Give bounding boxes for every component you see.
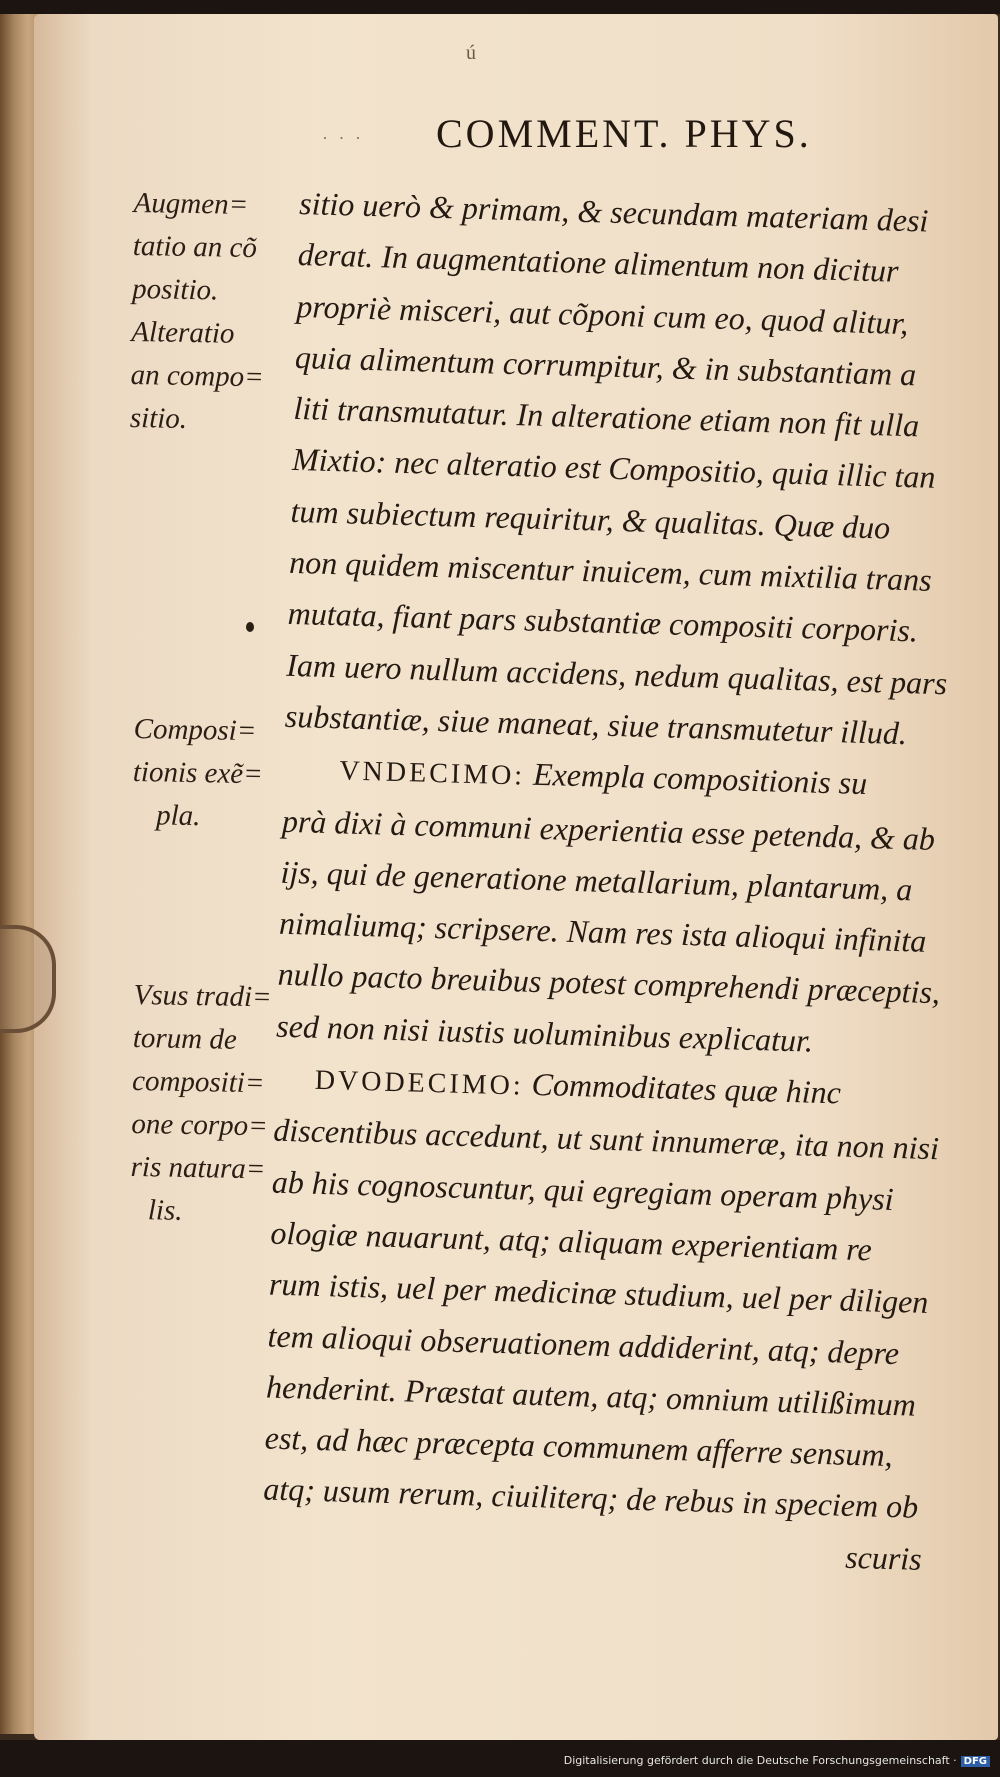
dfg-logo: DFG [961,1756,990,1767]
margin-note-line: Alteratio [131,315,235,350]
margin-note-line: an compo= [130,358,265,394]
ink-smudge: · · · [322,128,364,148]
margin-note-line: tatio an cõ [132,229,258,265]
text-line: ologiæ nauarunt, atq; aliquam experientiam re [270,1214,873,1268]
scan-top-border [0,0,1000,14]
text-line: ab his cognoscuntur, qui egregiam operam physi [271,1163,895,1217]
text-line: tem alioqui obseruationem addiderint, atq; depre [267,1317,900,1371]
margin-note-line: lis. [147,1194,183,1227]
text-line: non quidem miscentur inuicem, cum mixtilia trans [288,543,933,598]
paragraph-lead-undecimo: VNDECIMO: [339,755,526,792]
text-line: nimaliumq; scripsere. Nam res ista alioqui infinita [278,904,927,959]
credit-text: Digitalisierung gefördert durch die Deutsche Forschungsgemeinschaft · [563,1754,957,1767]
running-title: COMMENT. PHYS. [436,111,812,156]
margin-note-line: pla. [155,799,201,833]
text-segment: Commoditates quæ hinc [523,1065,842,1111]
catchword: scuris [844,1538,923,1577]
margin-note-line: ris natura= [130,1150,266,1186]
text-line: Mixtio: nec alteratio est Compositio, quia illic tan [291,441,936,496]
text-line: prà dixi à communi experientia esse petenda, & ab [281,802,936,857]
text-line: rum istis, uel per medicinæ studium, uel per diligen [268,1265,929,1321]
text-line: nullo pacto breuibus potest comprehendi præceptis, [277,956,941,1011]
margin-note-line: Vsus tradi= [133,978,272,1014]
text-line: liti transmutatur. In alteratione etiam non fit ulla [293,390,920,444]
text-line: mutata, fiant pars substantiæ compositi corporis. [287,595,919,649]
margin-note-line: tionis exẽ= [132,755,264,791]
text-line: ijs, qui de generatione metallarium, plantarum, a [280,853,913,908]
text-line: derat. In augmentatione alimentum non dicitur [297,236,899,290]
text-line: Iam uero nullum accidens, nedum qualitas, est pars [285,646,948,701]
text-segment: Exempla compositionis su [524,755,868,802]
margin-note-line: positio. [131,272,219,307]
margin-note-vsus [129,974,293,1235]
paragraph-lead-duodecimo: DVODECIMO: [314,1064,525,1102]
text-line: discentibus accedunt, ut sunt innumeræ, ita non nisi [272,1111,940,1167]
body-text [261,178,960,1585]
digitization-credit [564,1754,990,1767]
text-line: quia alimentum corrumpitur, & in substantiam a [294,338,917,393]
margin-note-line: one corpo= [131,1107,268,1143]
margin-note-line: compositi= [131,1064,265,1100]
text-line: tum subiectum requiritur, & qualitas. Quæ duo [290,492,891,546]
text-line: propriè misceri, aut cõponi cum eo, quod alitur, [295,287,909,341]
text-line: substantiæ, siue maneat, siue transmutetur illud. [284,697,908,752]
margin-note-compositionis [132,708,294,840]
margin-note-line: torum de [132,1021,238,1056]
text-line: est, ad hæc præcepta communem afferre sensum, [264,1419,894,1474]
page-ink-mark: ú [466,42,476,64]
margin-note-augmentatio [129,182,293,443]
margin-ink-dot [246,622,254,632]
margin-note-line: Composi= [133,712,257,748]
book-clasp [0,925,56,1033]
margin-note-line: sitio. [129,401,188,435]
text-line: sitio uerò & primam, & secundam materiam desi [298,184,929,239]
text-line: sed non nisi iustis uoluminibus explicatur. [275,1007,814,1059]
text-line: henderint. Præstat autem, atq; omnium utilißimum [265,1368,917,1423]
margin-note-line: Augmen= [133,186,249,221]
text-line: atq; usum rerum, ciuiliterq; de rebus in speciem ob [262,1470,919,1526]
